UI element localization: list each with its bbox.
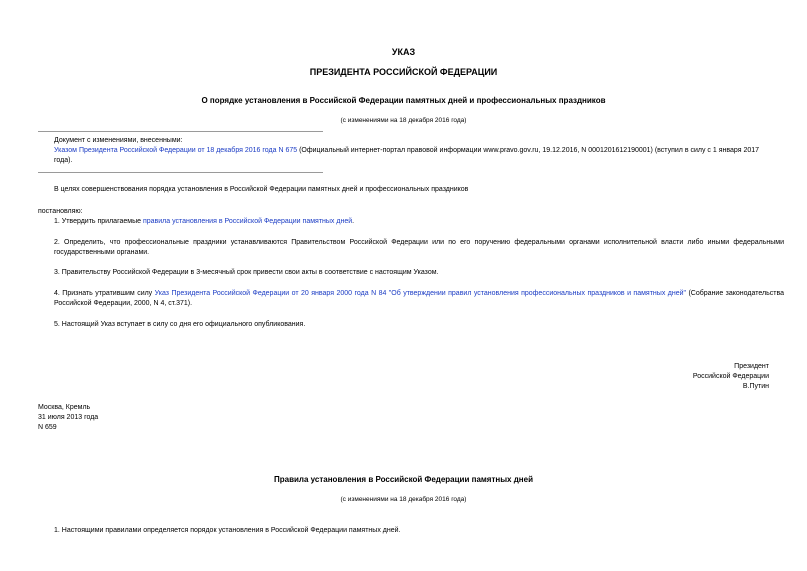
item-4-text-after: (Собрание законодательства Российской Федерации, 2000, N 4, ст.371). — [54, 290, 784, 307]
signature-block — [693, 362, 769, 392]
place: Москва, Кремль — [38, 404, 91, 411]
item-4 — [38, 289, 784, 309]
preamble: В целях совершенствования порядка установления в Российской Федерации памятных дней и профессиональных праздников — [54, 186, 469, 193]
signature-name: В.Путин — [742, 383, 769, 390]
divider-top — [38, 131, 323, 132]
rules-link[interactable]: правила установления в Российской Федерации памятных дней — [142, 218, 353, 225]
place-date-block — [38, 403, 98, 433]
document-title: О порядке установления в Российской Федерации памятных дней и профессиональных праздников — [201, 96, 606, 105]
decree-heading: УКАЗ — [391, 47, 416, 57]
changes-block — [38, 136, 768, 166]
rules-edition-note: (с изменениями на 18 декабря 2016 года) — [340, 496, 467, 503]
issuer-heading: ПРЕЗИДЕНТА РОССИЙСКОЙ ФЕДЕРАЦИИ — [309, 67, 498, 77]
item-1-text-before: 1. Утвердить прилагаемые — [54, 218, 143, 225]
amendment-link[interactable]: Указом Президента Российской Федерации от 18 декабря 2016 года N 675 — [54, 147, 298, 154]
item-1 — [38, 217, 784, 227]
signature-title: Президент — [734, 363, 769, 370]
item-3: 3. Правительству Российской Федерации в 3-месячный срок привести свои акты в соответствие с настоящим Указом. — [54, 269, 439, 276]
date: 31 июля 2013 года — [38, 414, 99, 421]
item-1-text-after: . — [352, 218, 355, 225]
decree-number: N 659 — [38, 424, 57, 431]
rules-title: Правила установления в Российской Федерации памятных дней — [273, 475, 534, 484]
decree-word: постановляю: — [38, 208, 83, 215]
divider-bottom — [38, 172, 323, 173]
signature-country: Российской Федерации — [692, 373, 769, 380]
amendment-details: (Официальный интернет-портал правовой информации www.pravo.gov.ru, 19.12.2016, N 0001201612190001) (вступил в силу с 1 января 2017 года). — [54, 147, 760, 164]
changes-text — [38, 146, 768, 166]
repealed-decree-link[interactable]: Указ Президента Российской Федерации от 20 января 2000 года N 84 "Об утверждении правил установления профессиональных праздников и памятных дней" — [154, 290, 687, 297]
item-4-text-before: 4. Признать утратившим силу — [54, 290, 155, 297]
rules-item-1: 1. Настоящими правилами определяется порядок установления в Российской Федерации памятных дней. — [54, 527, 401, 534]
changes-label: Документ с изменениями, внесенными: — [54, 137, 183, 144]
edition-note: (с изменениями на 18 декабря 2016 года) — [340, 117, 467, 124]
item-5: 5. Настоящий Указ вступает в силу со дня его официального опубликования. — [54, 321, 306, 328]
item-2: 2. Определить, что профессиональные праздники устанавливаются Правительством Российской Федерации или по его поручению федеральными органами исполнительной власти либо иными федеральными государственными органами. — [54, 239, 784, 256]
